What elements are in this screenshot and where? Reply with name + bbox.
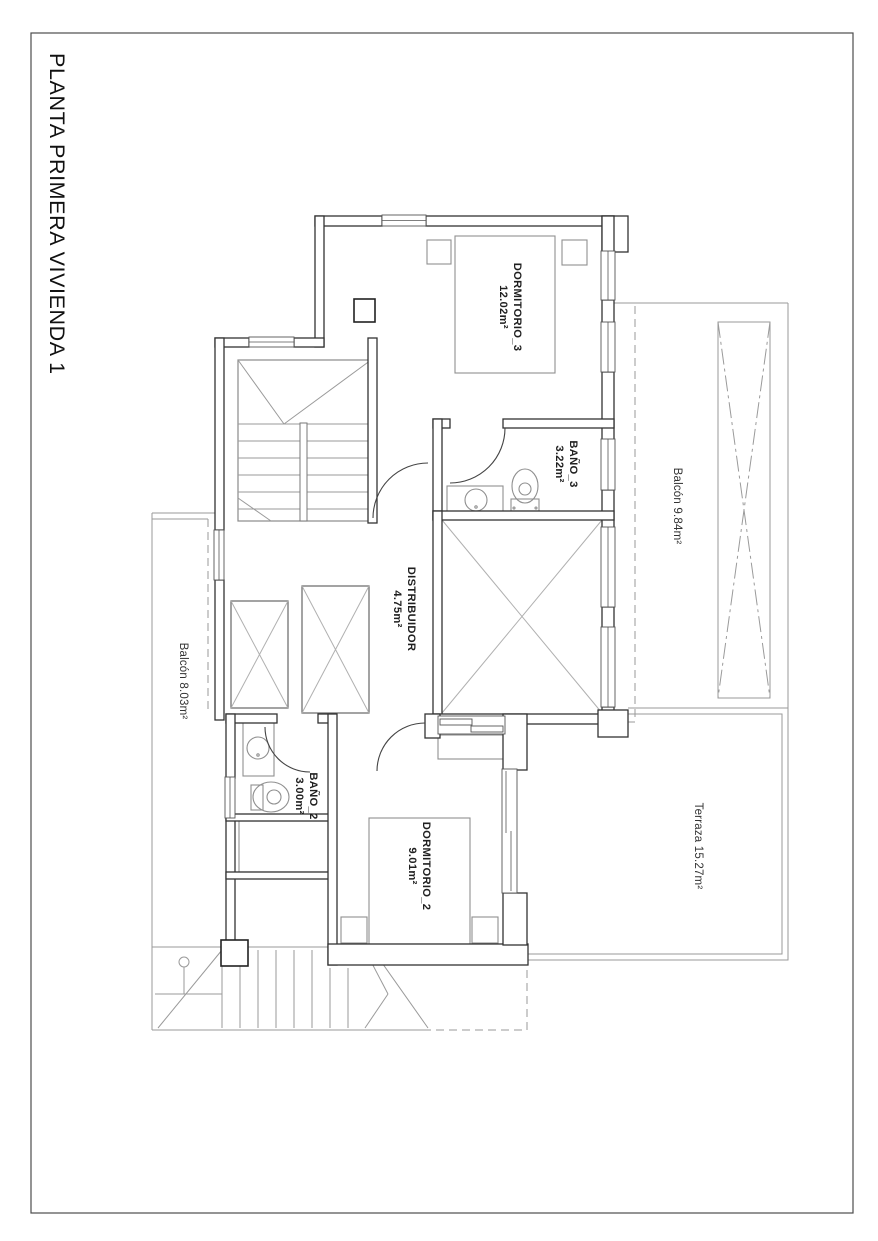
room-label-bano3 <box>553 440 580 487</box>
toilet-bowl <box>253 782 289 812</box>
toilet-tank <box>511 499 539 511</box>
room-label-terraza: Terraza 15.27m² <box>692 802 704 890</box>
room-name: DORMITORIO_3 <box>511 262 523 352</box>
room-label-distribuidor <box>391 567 417 651</box>
window <box>382 215 426 226</box>
void-cross <box>442 520 602 713</box>
nightstand <box>341 917 367 943</box>
window <box>601 439 615 490</box>
door-arc-bedroom3 <box>373 463 428 518</box>
balcony-left-outline <box>152 513 215 1030</box>
window <box>225 777 235 818</box>
bathroom3-fixtures <box>447 469 539 515</box>
room-area: 12.02m² <box>497 285 509 329</box>
room-area: 4.75m² <box>391 590 403 628</box>
toilet-bowl <box>512 469 538 503</box>
floor-plan <box>152 215 788 1030</box>
window <box>249 337 294 347</box>
room-name: BAÑO_2 <box>307 772 319 820</box>
sliding-door <box>438 716 505 734</box>
nightstand <box>562 240 587 265</box>
room-area: 3.00m² <box>293 777 305 815</box>
nightstand <box>472 917 498 943</box>
pillar <box>354 299 375 322</box>
door-arc-bathroom3 <box>450 428 505 483</box>
railing-post <box>179 957 189 967</box>
sliding-window <box>502 769 517 893</box>
window <box>214 530 224 580</box>
stair-railing <box>300 423 307 521</box>
room-area: 9.01m² <box>406 847 418 885</box>
room-name: BAÑO_3 <box>567 440 579 488</box>
room-label-balcon-izquierdo: Balcón 8.03m² <box>177 642 189 720</box>
balcony-right-outline <box>614 303 788 722</box>
room-label-bano2 <box>293 772 320 819</box>
room-label-balcon-derecho: Balcón 9.84m² <box>671 467 683 545</box>
plan-title: PLANTA PRIMERA VIVIENDA 1 <box>45 53 69 375</box>
column <box>221 940 248 966</box>
nightstand <box>427 240 451 264</box>
room-name: DORMITORIO_2 <box>420 821 432 911</box>
door-arc-bedroom2 <box>377 723 425 771</box>
bed <box>369 818 470 944</box>
room-label-dormitorio3 <box>497 263 523 352</box>
closet <box>438 735 505 759</box>
room-area: 3.22m² <box>553 445 565 483</box>
door-arc-bathroom2 <box>265 727 310 772</box>
room-label-dormitorio2 <box>406 822 432 911</box>
pergola-frame <box>718 322 770 698</box>
shower-tray <box>239 821 328 872</box>
wardrobes <box>231 586 369 713</box>
window <box>601 627 615 707</box>
interior-stairs <box>238 360 371 521</box>
terrace-outline <box>528 708 788 960</box>
room-name: DISTRIBUIDOR <box>405 566 417 652</box>
window <box>601 251 615 300</box>
window <box>601 527 615 607</box>
window <box>601 322 615 372</box>
